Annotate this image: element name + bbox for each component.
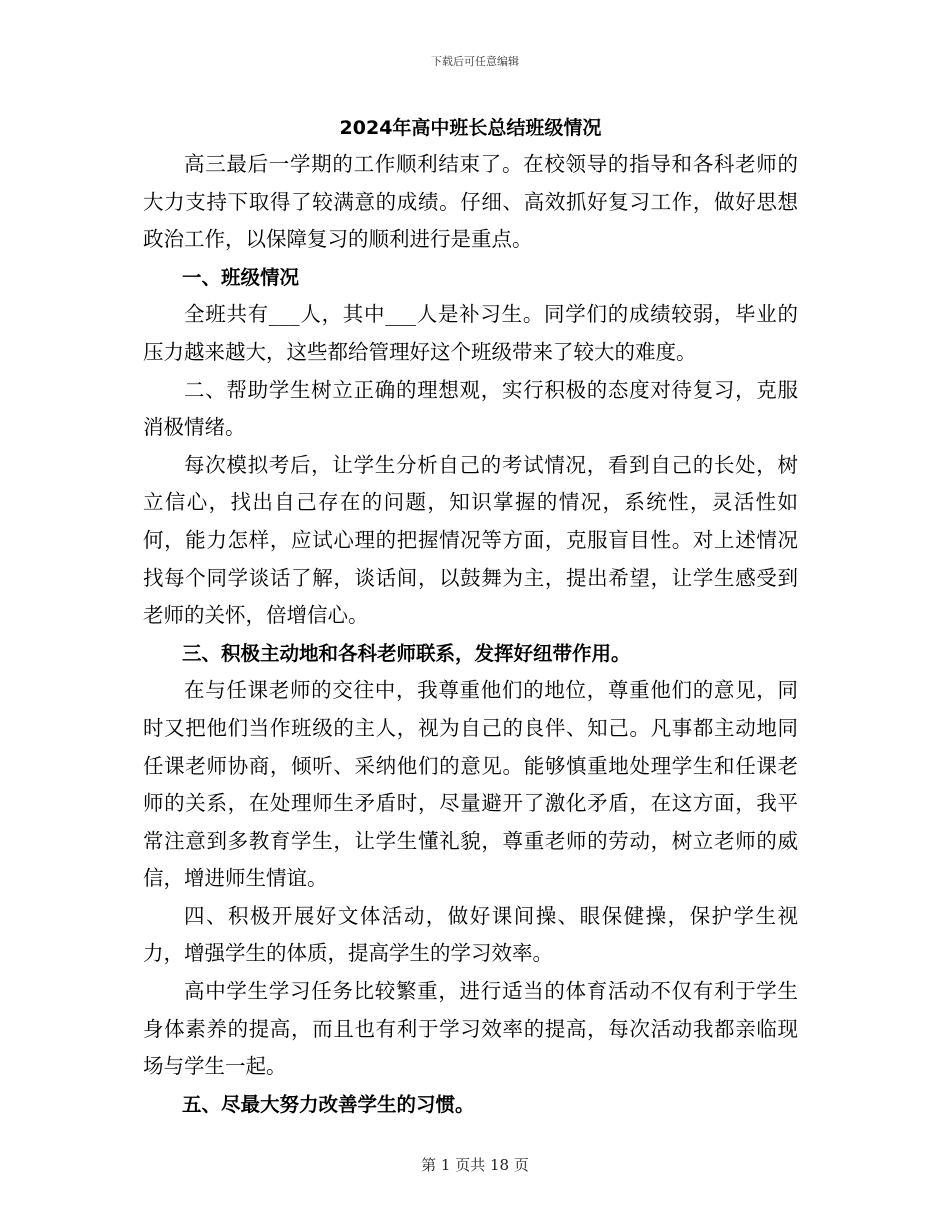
paragraph: 全班共有___人，其中___人是补习生。同学们的成绩较弱，毕业的压力越来越大，这些都给管理好这个班级带来了较大的难度。 xyxy=(143,302,798,364)
page-header: 下载后可任意编辑 xyxy=(431,55,519,68)
section-heading: 一、班级情况 xyxy=(182,265,300,289)
document-body xyxy=(143,111,798,1123)
paragraph: 在与任课老师的交往中，我尊重他们的地位，尊重他们的意见，同时又把他们当作班级的主人，视为自己的良伴、知己。凡事都主动地同任课老师协商，倾听、采纳他们的意见。能够慎重地处理学生和任课老师的关系，在处理师生矛盾时，尽量避开了激化矛盾，在这方面，我平常注意到多教育学生，让学生懂礼貌，尊重老师的劳动，树立老师的威信，增进师生情谊。 xyxy=(143,678,798,891)
document-title: 2024年高中班长总结班级情况 xyxy=(339,117,602,139)
section-heading: 五、尽最大努力改善学生的习惯。 xyxy=(182,1092,475,1116)
paragraph: 四、积极开展好文体活动，做好课间操、眼保健操，保护学生视力，增强学生的体质，提高学生的学习效率。 xyxy=(143,903,798,966)
paragraph: 高中学生学习任务比较繁重，进行适当的体育活动不仅有利于学生身体素养的提高，而且也有利于学习效率的提高，每次活动我都亲临现场与学生一起。 xyxy=(143,979,798,1079)
section-heading: 三、积极主动地和各科老师联系，发挥好纽带作用。 xyxy=(182,641,631,665)
page-footer: 第 1 页共 18 页 xyxy=(421,1156,529,1174)
paragraph-list xyxy=(143,146,798,1123)
paragraph: 高三最后一学期的工作顺利结束了。在校领导的指导和各科老师的大力支持下取得了较满意的成绩。仔细、高效抓好复习工作，做好思想政治工作，以保障复习的顺利进行是重点。 xyxy=(143,152,798,252)
paragraph: 每次模拟考后，让学生分析自己的考试情况，看到自己的长处，树立信心，找出自己存在的问题，知识掌握的情况，系统性，灵活性如何，能力怎样，应试心理的把握情况等方面，克服盲目性。对上述情况找每个同学谈话了解，谈话间，以鼓舞为主，提出希望，让学生感受到老师的关怀，倍增信心。 xyxy=(143,452,798,628)
paragraph: 二、帮助学生树立正确的理想观，实行积极的态度对待复习，克服消极情绪。 xyxy=(143,377,798,440)
